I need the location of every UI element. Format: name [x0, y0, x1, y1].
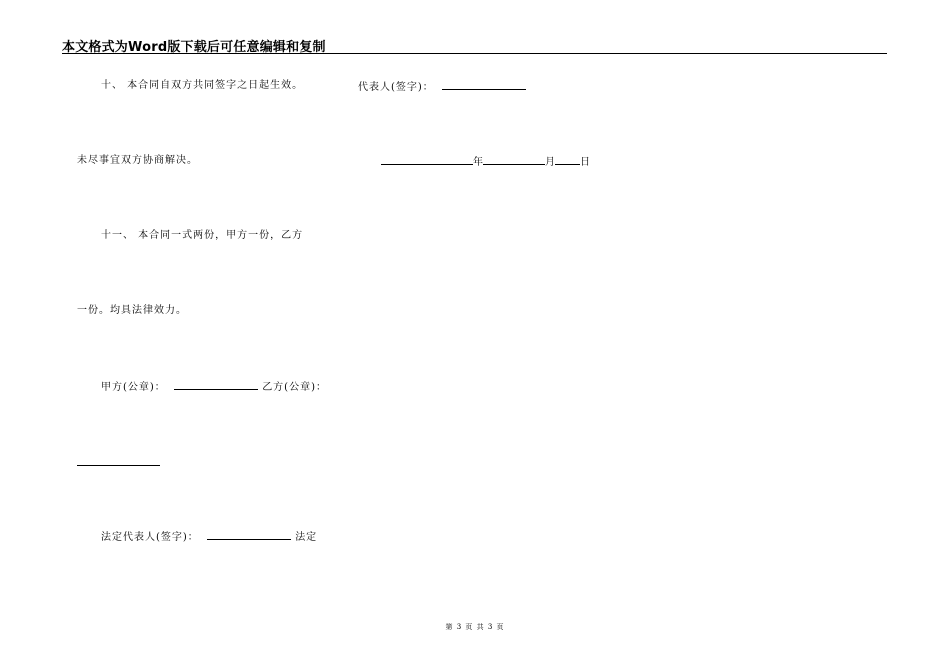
party-b-seal-blank — [77, 455, 160, 466]
clause-11-continued-text: 一份。均具法律效力。 — [77, 305, 187, 316]
representative-label: 代表人(签字)： — [358, 82, 434, 93]
legal-representative-line — [101, 529, 317, 545]
remaining-matters-line — [77, 154, 198, 168]
clause-10-line — [101, 79, 303, 93]
representative-signature-blank — [442, 79, 526, 90]
date-line — [381, 154, 590, 170]
remaining-matters-text: 未尽事宜双方协商解决。 — [77, 155, 198, 166]
legal-representative-blank — [207, 529, 291, 540]
clause-10-text: 十、 本合同自双方共同签字之日起生效。 — [101, 80, 304, 91]
party-seal-line — [101, 379, 327, 395]
legal-trailing-text: 法定 — [295, 532, 318, 543]
month-label: 月 — [545, 157, 555, 168]
party-b-seal-line — [77, 455, 160, 471]
header-divider — [62, 53, 887, 54]
day-label: 日 — [580, 157, 590, 168]
clause-11-line — [101, 229, 303, 243]
party-b-label: 乙方(公章)： — [262, 382, 327, 393]
party-a-seal-blank — [174, 379, 258, 390]
year-blank — [381, 154, 473, 165]
party-a-label: 甲方(公章)： — [101, 382, 166, 393]
clause-11-continued-line — [77, 304, 187, 318]
page-footer: 第 3 页 共 3 页 — [445, 623, 505, 631]
day-blank — [555, 154, 580, 165]
legal-representative-label: 法定代表人(签字)： — [101, 532, 199, 543]
header-title: 本文格式为Word版下载后可任意编辑和复制 — [62, 40, 326, 55]
representative-signature-line — [358, 79, 526, 95]
year-label: 年 — [473, 157, 483, 168]
clause-11-text: 十一、 本合同一式两份，甲方一份，乙方 — [101, 230, 304, 241]
month-blank — [483, 154, 545, 165]
